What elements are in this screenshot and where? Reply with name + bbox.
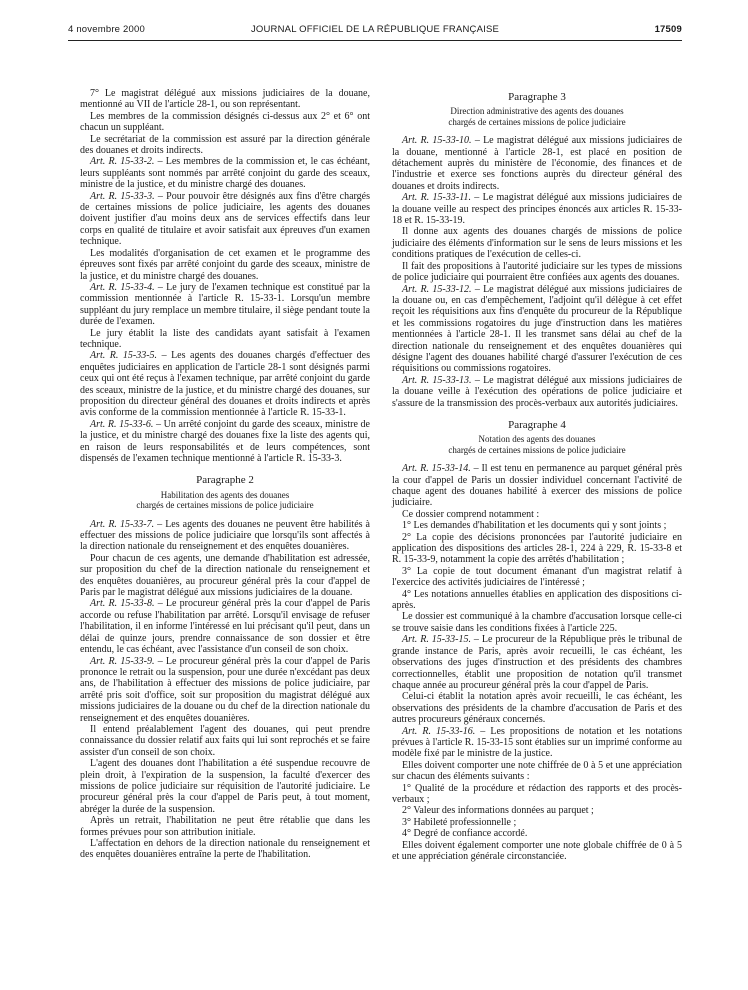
article-paragraph: Art. R. 15-33-8. – Le procureur général près la cour d'appel de Paris accorde ou refuse l'habilitation par arrêté. Lorsqu'il envisage de refuser l'habilitation, il en informe l'intéressé en lui précisant qu'il peut, dans un délai de quinze jours, prendre connaissance de son dossier et être entendu, le cas échéant, avec l'assistance d'un conseil de son choix. [80,598,370,656]
article-paragraph: Art. R. 15-33-7. – Les agents des douanes ne peuvent être habilités à effectuer des missions de police judiciaire que lorsqu'ils sont affectés à la direction nationale du renseignement et des enquêtes douanières. [80,518,370,553]
journal-title: JOURNAL OFFICIEL DE LA RÉPUBLIQUE FRANÇAISE [250,24,500,35]
article-ref: Art. R. 15-33-10. [402,135,472,147]
article-ref: Art. R. 15-33-2. [90,156,155,168]
article-ref: Art. R. 15-33-5. [90,350,158,362]
list-item: 4° Les notations annuelles établies en application des dispositions ci-après. [392,588,682,612]
paragraph: 7° Le magistrat délégué aux missions judiciaires de la douane, mentionné au VII de l'article 28-1, ou son représentant. [80,88,370,111]
article-paragraph: Art. R. 15-33-2. – Les membres de la commission et, le cas échéant, leurs suppléants sont nommés par arrêté conjoint du garde des sceaux, ministre de la justice, et du ministre chargé des douanes. [80,156,370,191]
article-paragraph: Art. R. 15-33-9. – Le procureur général près la cour d'appel de Paris prononce le retrait ou la suspension, pour une durée n'excédant pas deux ans, de l'habilitation à effectuer des missions de police judiciaire, par arrêté pris soit d'office, soit sur proposition du magistrat délégué aux missions judiciaires de la douane ou du chef de la direction nationale du renseignement et des enquêtes douanières. [80,655,370,724]
section-subtitle: Notation des agents des douanes chargés de certaines missions de police judiciaire [448,434,626,455]
section-subtitle: Habilitation des agents des douanes chargés de certaines missions de police judiciaire [136,489,314,511]
paragraph: Il donne aux agents des douanes chargés de missions de police judiciaire des éléments d'information sur le sens de leurs missions et les conditions pratiques de l'exécution de celles-ci. [392,226,682,261]
paragraph: Après un retrait, l'habilitation ne peut être rétablie que dans les formes prévues pour son attribution initiale. [80,815,370,838]
article-ref: Art. R. 15-33-16. [402,725,476,737]
article-paragraph: Art. R. 15-33-10. – Le magistrat délégué aux missions judiciaires de la douane, mentionné à l'article 28-1, est placé en position de détachement auprès du ministère de l'économie, des finances et de l'industrie et exerce ses fonctions auprès du directeur général des douanes et droits indirects. [392,135,683,192]
paragraph: Celui-ci établit la notation après avoir recueilli, le cas échéant, les observations des présidents de la chambre d'accusation de Paris et des autres procureurs généraux concernés. [392,691,682,726]
page-number: 17509 [654,24,682,35]
article-ref: Art. R. 15-33-3. [90,190,155,202]
article-paragraph: Art. R. 15-33-6. – Un arrêté conjoint du garde des sceaux, ministre de la justice, et du ministre chargé des douanes fixe la liste des agents qui, en raison de leurs responsabilités et de leurs compétences, sont dispensés de l'examen technique mentionné à l'article R. 15-33-3. [80,418,370,464]
article-ref: Art. R. 15-33-13. [402,374,472,386]
paragraph: Il entend préalablement l'agent des douanes, qui peut prendre connaissance du dossier relatif aux faits qui lui sont reprochés et se faire assister d'un conseil de son choix. [80,723,370,758]
list-item: 2° Valeur des informations données au parquet ; [402,805,594,817]
issue-date: 4 novembre 2000 [68,24,145,35]
article-ref: Art. R. 15-33-4. [90,281,155,293]
list-item: 4° Degré de confiance accordé. [402,828,528,840]
right-column [392,92,682,862]
paragraph: L'agent des douanes dont l'habilitation a été suspendue recouvre de plein droit, à l'expiration de la suspension, la faculté d'exercer des missions de police judiciaire sur réquisition de l'autorité judiciaire. Le procureur général près la cour d'appel de Paris peut, à tout moment, abréger la durée de la suspension. [80,758,370,815]
article-paragraph: Art. R. 15-33-12. – Le magistrat délégué aux missions judiciaires de la douane ou, en cas d'empêchement, l'adjoint qu'il délègue à cet effet reçoit les réquisitions aux fins d'enquête du procureur de la République et les commissions rogatoires du juge d'instruction dans les matières mentionnées à l'article 28-1. Il les transmet sans délai au chef de la direction nationale du renseignement et des enquêtes douanières qui désigne l'agent des douanes habilité chargé d'assurer l'exécution de ces réquisitions ou commissions rogatoires. [392,283,683,375]
list-item: 2° La copie des décisions prononcées par l'autorité judiciaire en application des dispositions des articles 28-1, 224 à 229, R. 15-33-8 et R. 15-33-9, notamment la copie des arrêtés d'habilitation ; [392,531,682,566]
article-ref: Art. R. 15-33-6. [90,418,154,430]
article-paragraph: Art. R. 15-33-16. – Les propositions de notation et les notations prévues à l'article R. 15-33-15 sont établies sur un imprimé conforme au modèle fixé par le ministre de la justice. [392,725,682,760]
section-heading: Paragraphe 2 [196,474,254,487]
article-paragraph: Art. R. 15-33-3. – Pour pouvoir être désignés aux fins d'être chargés de certaines missions de police judiciaire, les agents des douanes doivent justifier d'au moins deux ans de services effectifs dans leur corps en qualité de titulaire et avoir satisfait aux épreuves d'un examen technique. [80,190,371,248]
article-paragraph: Art. R. 15-33-14. – Il est tenu en permanence au parquet général près la cour d'appel de Paris un dossier individuel concernant l'activité de chaque agent des douanes habilité à exercer des missions de police judiciaire. [392,463,683,509]
paragraph: L'affectation en dehors de la direction nationale du renseignement et des enquêtes douanières entraîne la perte de l'habilitation. [80,838,370,861]
list-item: 1° Qualité de la procédure et rédaction des rapports et des procès-verbaux ; [392,782,682,805]
paragraph: Les membres de la commission désignés ci-dessus aux 2° et 6° ont chacun un suppléant. [80,110,370,134]
article-paragraph: Art. R. 15-33-15. – Le procureur de la République près le tribunal de grande instance de Paris, après avoir recueilli, le cas échéant, les observations des juges d'instruction et des présidents des chambres correctionnelles, établit une proposition de notation qu'il transmet chaque année au procureur général près la cour d'appel de Paris. [392,634,683,691]
article-paragraph: Art. R. 15-33-5. – Les agents des douanes chargés d'effectuer des enquêtes judiciaires en application de l'article 28-1 sont désignés parmi ceux qui ont été reçus à l'examen technique, par arrêté conjoint du garde des sceaux, ministre de la justice, et du ministre chargé des douanes, sur proposition du directeur général des douanes et droits indirects et après avis conforme de la commission mentionnée à l'article R. 15-33-1. [80,350,371,419]
paragraph: Le secrétariat de la commission est assuré par la direction générale des douanes et droits indirects. [80,133,370,157]
list-item: 3° Habileté professionnelle ; [402,816,517,828]
paragraph: Elles doivent comporter une note chiffrée de 0 à 5 et une appréciation sur chacun des éléments suivants : [392,759,682,783]
paragraph: Les modalités d'organisation de cet examen et le programme des épreuves sont fixés par arrêté conjoint du garde des sceaux, ministre de la justice, et du ministre chargé des douanes. [80,247,370,282]
article-ref: Art. R. 15-33-15. [402,634,471,646]
article-ref: Art. R. 15-33-12. [402,283,472,295]
paragraph: Elles doivent également comporter une note globale chiffrée de 0 à 5 et une appréciation générale circonstanciée. [392,839,682,862]
article-ref: Art. R. 15-33-7. [90,518,155,530]
article-paragraph: Art. R. 15-33-13. – Le magistrat délégué aux missions judiciaires de la douane veille à l'exécution des opérations de police judiciaire et s'assure de la transmission des procès-verbaux aux autorités judiciaires. [392,374,683,409]
article-ref: Art. R. 15-33-8. [90,598,155,610]
list-item: 3° La copie de tout document émanant d'un magistrat relatif à l'exercice des activités judiciaires de l'intéressé ; [392,565,682,589]
section-heading: Paragraphe 4 [508,418,566,431]
section-subtitle: Direction administrative des agents des douanes chargés de certaines missions de police judiciaire [448,106,626,127]
paragraph: Le jury établit la liste des candidats ayant satisfait à l'examen technique. [80,327,370,350]
list-item: 1° Les demandes d'habilitation et les documents qui y sont joints ; [402,520,667,532]
article-ref: Art. R. 15-33-11. [402,192,471,204]
running-header [68,24,682,38]
paragraph: Ce dossier comprend notamment : [402,508,540,520]
paragraph: Pour chacun de ces agents, une demande d'habilitation est adressée, sur proposition du chef de la direction nationale du renseignement et des enquêtes douanières, au procureur général près la cour d'appel de Paris par le magistrat délégué aux missions judiciaires de la douane. [80,552,370,599]
left-column [80,88,370,861]
paragraph: Il fait des propositions à l'autorité judiciaire sur les types de missions de police judiciaire qui pourraient être confiées aux agents des douanes. [392,260,682,284]
article-paragraph: Art. R. 15-33-4. – Le jury de l'examen technique est constitué par la commission mentionnée à l'article R. 15-33-1. Lorsqu'un membre suppléant du jury remplace un membre titulaire, il siège pendant toute la durée de l'examen. [80,281,371,328]
section-heading: Paragraphe 3 [508,91,566,103]
article-paragraph: Art. R. 15-33-11. – Le magistrat délégué aux missions judiciaires de la douane veille au respect des principes énoncés aux articles R. 15-33-18 et R. 15-33-19. [392,192,682,227]
header-rule [68,40,682,41]
paragraph: Le dossier est communiqué à la chambre d'accusation lorsque celle-ci se trouve saisie dans les conditions fixées à l'article 225. [392,611,682,634]
article-ref: Art. R. 15-33-14. [402,463,471,475]
article-ref: Art. R. 15-33-9. [90,655,155,667]
